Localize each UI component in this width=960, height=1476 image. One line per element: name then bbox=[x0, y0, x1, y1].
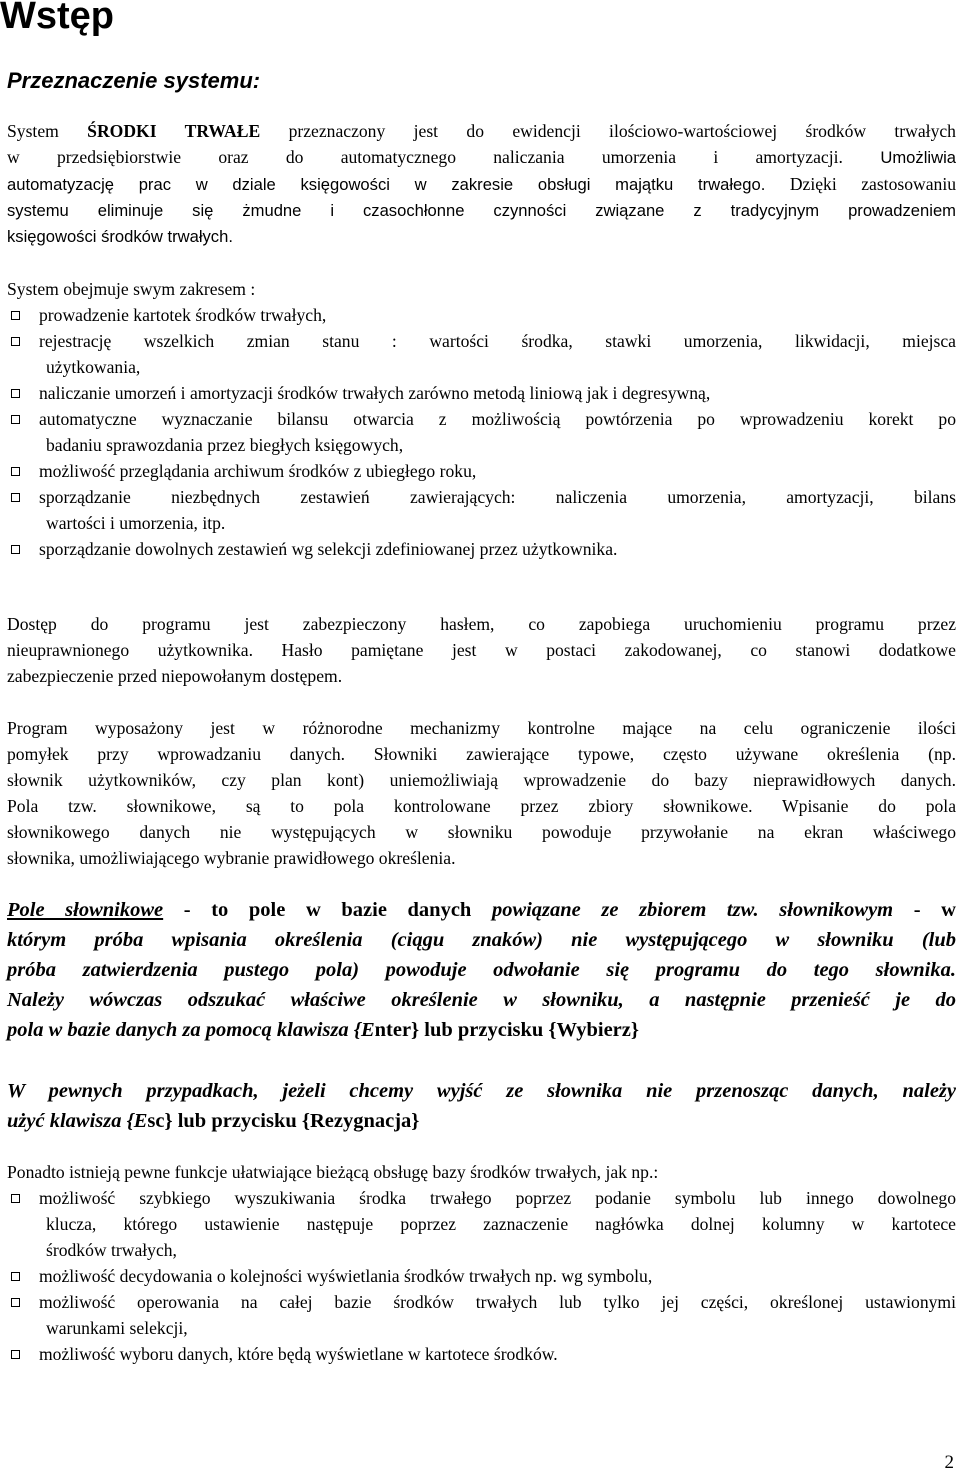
list-item bbox=[7, 1341, 956, 1367]
mechanisms-line: pomyłek przy wprowadzaniu danych. Słowniki zawierające typowe, często używane określenia (np. bbox=[7, 744, 956, 764]
access-line: nieuprawnionego użytkownika. Hasło pamiętane jest w postaci zakodowanej, co stanowi dodatkowe bbox=[7, 640, 956, 660]
intro-line-2: w przedsiębiorstwie oraz do automatycznego naliczania umorzenia i amortyzacji. Umożliwia bbox=[7, 147, 956, 167]
scope-heading: System obejmuje swym zakresem : bbox=[7, 279, 256, 299]
list-item-text: możliwość decydowania o kolejności wyświetlania środków trwałych np. wg symbolu, bbox=[39, 1266, 653, 1286]
functions-heading: Ponadto istnieją pewne funkcje ułatwiające bieżącą obsługę bazy środków trwałych, jak np.: bbox=[7, 1162, 659, 1182]
list-item bbox=[7, 1289, 956, 1341]
scope-section bbox=[7, 276, 956, 562]
list-item-text: wartości i umorzenia, itp. bbox=[46, 513, 226, 533]
checkbox-bullet-icon bbox=[11, 493, 20, 502]
mechanisms-line: słownika, umożliwiającego wybranie prawidłowego określenia. bbox=[7, 848, 456, 868]
list-item-text: badaniu sprawozdania przez biegłych księgowych, bbox=[46, 435, 404, 455]
definition-line: próba zatwierdzenia pustego pola) powoduje odwołanie się programu do tego słownika. bbox=[7, 959, 956, 981]
list-item-text: sporządzanie niezbędnych zestawień zawierających: naliczenia umorzenia, amortyzacji, bilans bbox=[39, 487, 956, 507]
list-item bbox=[7, 458, 956, 484]
checkbox-bullet-icon bbox=[11, 311, 20, 320]
list-item-text: automatyczne wyznaczanie bilansu otwarcia z możliwością powtórzenia po wprowadzeniu korekt po bbox=[39, 409, 956, 429]
list-item-text: możliwość szybkiego wyszukiwania środka trwałego poprzez podanie symbolu lub innego dowolnego bbox=[39, 1188, 956, 1208]
page-number: 2 bbox=[944, 1452, 954, 1473]
list-item bbox=[7, 406, 956, 458]
list-item-text: rejestrację wszelkich zmian stanu : wartości środka, stawki umorzenia, likwidacji, miejsca bbox=[39, 331, 956, 351]
list-item-text: prowadzenie kartotek środków trwałych, bbox=[39, 305, 327, 325]
list-item-text: możliwość operowania na całej bazie środków trwałych lub tylko jej części, określonej ustawionymi bbox=[39, 1292, 956, 1312]
intro-line-3: automatyzację prac w dziale księgowości w zakresie obsługi majątku trwałego. Dzięki zastosowaniu bbox=[7, 174, 957, 194]
list-item bbox=[7, 1263, 956, 1289]
checkbox-bullet-icon bbox=[11, 1350, 20, 1359]
intro-line-1: System ŚRODKI TRWAŁE przeznaczony jest do ewidencji ilościowo-wartościowej środków trwałych bbox=[7, 121, 956, 141]
access-paragraph bbox=[7, 611, 956, 689]
definition-term: Pole słownikowe bbox=[7, 899, 164, 921]
intro-paragraph bbox=[7, 118, 956, 250]
list-item bbox=[7, 536, 956, 562]
checkbox-bullet-icon bbox=[11, 389, 20, 398]
definition-line-1: Pole słownikowe - to pole w bazie danych powiązane ze zbiorem tzw. słownikowym - w bbox=[7, 899, 956, 921]
access-line: zabezpieczenie przed niepowołanym dostępem. bbox=[7, 666, 343, 686]
list-item bbox=[7, 1185, 956, 1263]
escape-block bbox=[7, 1076, 956, 1136]
checkbox-bullet-icon bbox=[11, 545, 20, 554]
checkbox-bullet-icon bbox=[11, 337, 20, 346]
escape-line: użyć klawisza {Esc} lub przycisku {Rezygnacja} bbox=[7, 1110, 420, 1132]
escape-line: W pewnych przypadkach, jeżeli chcemy wyjść ze słownika nie przenosząc danych, należy bbox=[7, 1080, 956, 1102]
mechanisms-line: Program wyposażony jest w różnorodne mechanizmy kontrolne mające na celu ograniczenie ilości bbox=[7, 718, 956, 738]
list-item bbox=[7, 484, 956, 536]
list-item bbox=[7, 302, 956, 328]
mechanisms-line: słownikowego danych nie występujących w słowniku powoduje przywołanie na ekran właściwego bbox=[7, 822, 956, 842]
functions-section bbox=[7, 1159, 956, 1367]
list-item bbox=[7, 328, 956, 380]
definition-block bbox=[7, 895, 956, 1045]
mechanisms-line: Pola tzw. słownikowe, są to pola kontrolowane przez zbiory słownikowe. Wpisanie do pola bbox=[7, 796, 956, 816]
intro-line-4: systemu eliminuje się żmudne i czasochłonne czynności związane z tradycyjnym prowadzeniem bbox=[7, 201, 956, 220]
list-item-text: środków trwałych, bbox=[46, 1240, 177, 1260]
definition-line: Należy wówczas odszukać właściwe określenie w słowniku, a następnie przenieść je do bbox=[7, 989, 956, 1011]
page-title: Wstęp bbox=[0, 0, 114, 37]
checkbox-bullet-icon bbox=[11, 1298, 20, 1307]
list-item-text: klucza, którego ustawienie następuje poprzez zaznaczenie nagłówka dolnej kolumny w kartotece bbox=[46, 1214, 956, 1234]
checkbox-bullet-icon bbox=[11, 415, 20, 424]
mechanisms-line: słownik użytkowników, czy plan kont) uniemożliwiają wprowadzenie do bazy nieprawidłowych danych. bbox=[7, 770, 956, 790]
list-item-text: możliwość wyboru danych, które będą wyświetlane w kartotece środków. bbox=[39, 1344, 558, 1364]
definition-line: pola w bazie danych za pomocą klawisza {Enter} lub przycisku {Wybierz} bbox=[7, 1019, 639, 1041]
list-item-text: sporządzanie dowolnych zestawień wg selekcji zdefiniowanej przez użytkownika. bbox=[39, 539, 618, 559]
scope-list bbox=[7, 302, 956, 562]
mechanisms-paragraph bbox=[7, 715, 956, 871]
list-item-text: użytkowania, bbox=[46, 357, 141, 377]
intro-line-5: księgowości środków trwałych. bbox=[7, 227, 233, 246]
system-name: ŚRODKI TRWAŁE bbox=[87, 121, 261, 141]
definition-line: którym próba wpisania określenia (ciągu znaków) nie występującego w słowniku (lub bbox=[7, 929, 956, 951]
list-item-text: możliwość przeglądania archiwum środków z ubiegłego roku, bbox=[39, 461, 477, 481]
functions-list bbox=[7, 1185, 956, 1367]
list-item-text: naliczanie umorzeń i amortyzacji środków trwałych zarówno metodą liniową jak i degresywną, bbox=[39, 383, 711, 403]
list-item bbox=[7, 380, 956, 406]
section-heading: Przeznaczenie systemu: bbox=[7, 68, 261, 93]
checkbox-bullet-icon bbox=[11, 1194, 20, 1203]
list-item-text: warunkami selekcji, bbox=[46, 1318, 188, 1338]
access-line: Dostęp do programu jest zabezpieczony hasłem, co zapobiega uruchomieniu programu przez bbox=[7, 614, 956, 634]
checkbox-bullet-icon bbox=[11, 467, 20, 476]
checkbox-bullet-icon bbox=[11, 1272, 20, 1281]
